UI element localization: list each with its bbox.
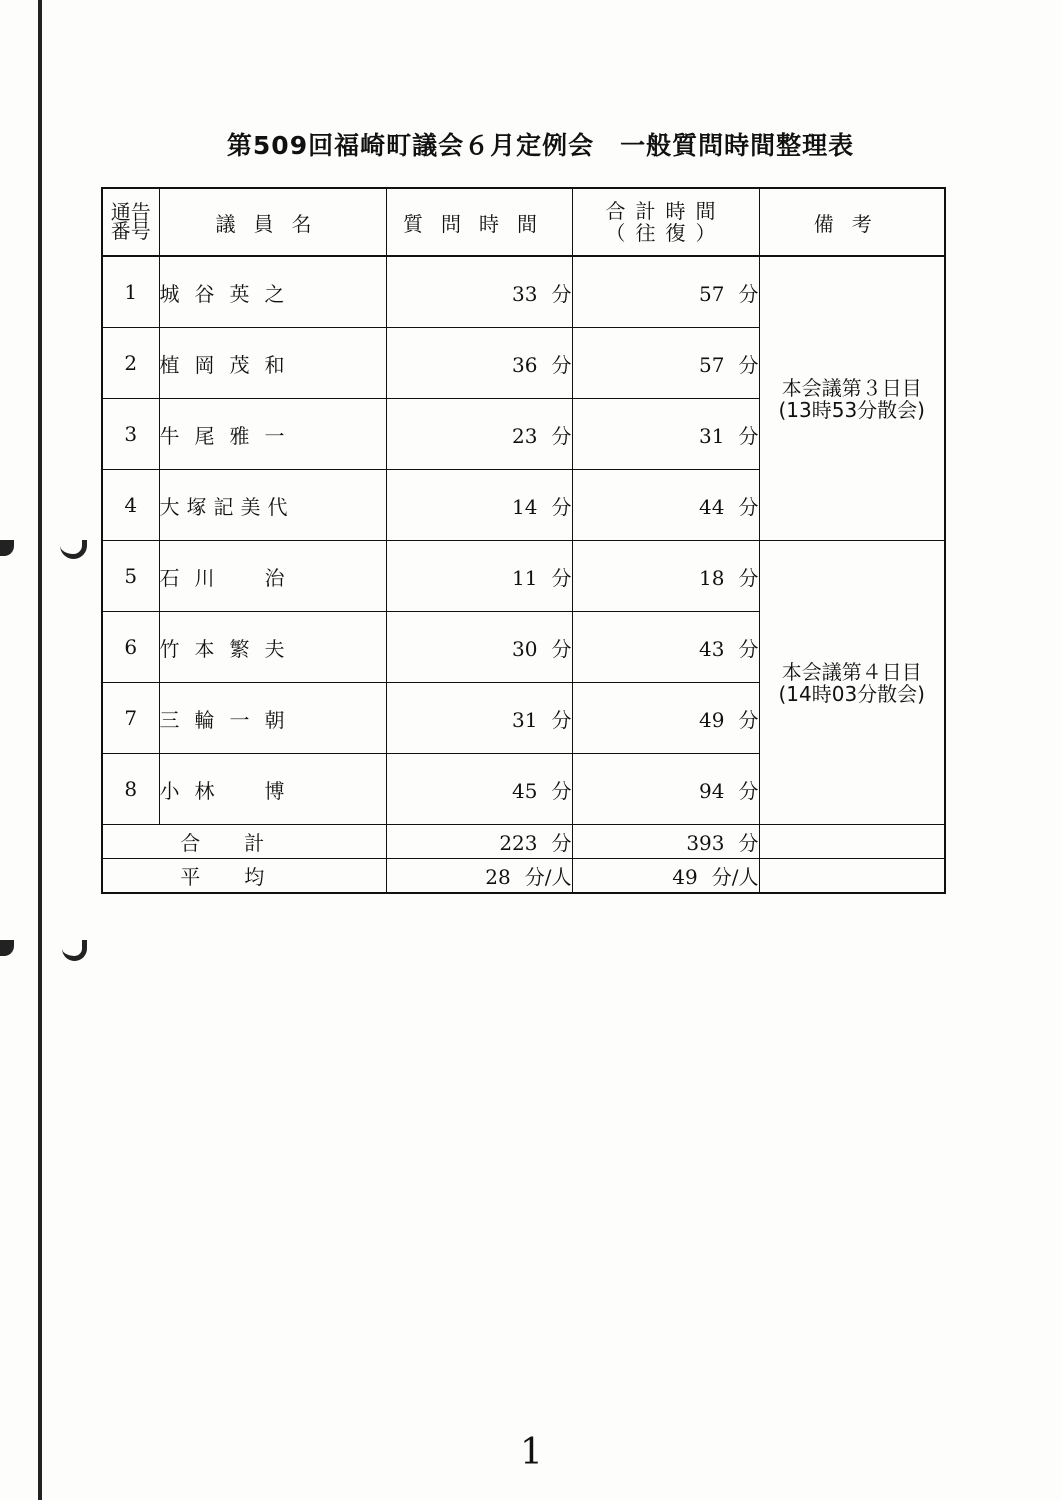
question-time-cell: [386, 541, 572, 612]
header-total-time: [572, 188, 759, 256]
unit-label: 分: [551, 352, 572, 377]
total-time-value: 57: [699, 352, 725, 377]
total-time-cell: [572, 754, 759, 825]
header-number-line2: 番号: [110, 219, 151, 243]
remarks-day3: [759, 256, 945, 541]
header-row: [102, 188, 945, 256]
question-time-cell: [386, 754, 572, 825]
total-time-cell: [572, 541, 759, 612]
average-row: [102, 859, 945, 894]
header-number-line1: 通告: [110, 200, 151, 224]
remarks-line2: (14時03分散会): [778, 681, 925, 706]
total-time-value: 44: [699, 494, 725, 519]
member-name: 石川 治: [159, 541, 386, 612]
page-number: 1: [520, 1432, 543, 1473]
unit-label: 分: [551, 831, 572, 855]
remarks-line1: 本会議第３日目: [781, 375, 922, 400]
remarks-day4: [759, 541, 945, 825]
row-number: 4: [102, 470, 159, 541]
table-row: [102, 256, 945, 328]
unit-label: 分: [738, 778, 759, 803]
row-number: 8: [102, 754, 159, 825]
unit-label: 分: [551, 281, 572, 306]
question-time-table: [101, 187, 946, 894]
page-title: 第509回福崎町議会６月定例会 一般質問時間整理表: [226, 131, 855, 160]
header-total-line1: 合計時間: [605, 199, 726, 223]
per-person-unit: 分/人: [524, 865, 572, 889]
member-name: 植岡茂和: [159, 328, 386, 399]
question-time-cell: [386, 683, 572, 754]
unit-label: 分: [738, 423, 759, 448]
total-time-cell: [572, 470, 759, 541]
avg-question-cell: [386, 859, 572, 894]
total-remarks-empty: [759, 825, 945, 859]
unit-label: 分: [738, 565, 759, 590]
question-time-cell: [386, 328, 572, 399]
header-remarks: 備考: [759, 188, 945, 256]
scan-artifact: [0, 540, 14, 556]
avg-question-value: 28: [485, 865, 511, 889]
question-time-value: 36: [512, 352, 538, 377]
member-name: 竹本繁夫: [159, 612, 386, 683]
unit-label: 分: [738, 281, 759, 306]
per-person-unit: 分/人: [711, 865, 759, 889]
binding-line: [38, 0, 42, 1500]
unit-label: 分: [738, 494, 759, 519]
member-name: 小林 博: [159, 754, 386, 825]
unit-label: 分: [551, 778, 572, 803]
header-number: [102, 188, 159, 256]
member-name: 三輪一朝: [159, 683, 386, 754]
question-time-value: 45: [512, 778, 538, 803]
question-time-cell: [386, 612, 572, 683]
question-time-value: 11: [512, 565, 538, 590]
total-total-value: 393: [686, 831, 725, 855]
unit-label: 分: [551, 494, 572, 519]
unit-label: 分: [551, 636, 572, 661]
question-time-value: 14: [512, 494, 538, 519]
question-time-cell: [386, 399, 572, 470]
table-row: [102, 541, 945, 612]
avg-total-cell: [572, 859, 759, 894]
question-time-cell: [386, 256, 572, 328]
unit-label: 分: [738, 707, 759, 732]
total-time-value: 57: [699, 281, 725, 306]
question-time-value: 33: [512, 281, 538, 306]
unit-label: 分: [551, 707, 572, 732]
total-time-value: 94: [699, 778, 725, 803]
question-time-value: 30: [512, 636, 538, 661]
scan-artifact: [62, 940, 87, 961]
avg-total-value: 49: [672, 865, 698, 889]
row-number: 1: [102, 256, 159, 328]
average-remarks-empty: [759, 859, 945, 894]
total-time-cell: [572, 256, 759, 328]
unit-label: 分: [551, 423, 572, 448]
total-time-value: 43: [699, 636, 725, 661]
total-time-cell: [572, 399, 759, 470]
row-number: 7: [102, 683, 159, 754]
header-name: 議員名: [159, 188, 386, 256]
unit-label: 分: [551, 565, 572, 590]
total-question-cell: [386, 825, 572, 859]
question-time-value: 31: [512, 707, 538, 732]
scan-artifact: [60, 540, 87, 559]
row-number: 5: [102, 541, 159, 612]
remarks-line1: 本会議第４日目: [781, 659, 922, 684]
member-name: 城谷英之: [159, 256, 386, 328]
unit-label: 分: [738, 636, 759, 661]
total-time-cell: [572, 612, 759, 683]
total-row: [102, 825, 945, 859]
row-number: 3: [102, 399, 159, 470]
total-question-value: 223: [499, 831, 538, 855]
header-total-line2: （往復）: [605, 221, 726, 245]
row-number: 6: [102, 612, 159, 683]
total-label: 合計: [102, 825, 386, 859]
total-time-value: 49: [699, 707, 725, 732]
total-time-cell: [572, 683, 759, 754]
member-name: 牛尾雅一: [159, 399, 386, 470]
remarks-line2: (13時53分散会): [778, 397, 925, 422]
header-question-time: 質問時間: [386, 188, 572, 256]
unit-label: 分: [738, 352, 759, 377]
unit-label: 分: [738, 831, 759, 855]
member-name: 大塚記美代: [159, 470, 386, 541]
total-time-value: 18: [699, 565, 725, 590]
average-label: 平均: [102, 859, 386, 894]
scan-artifact: [0, 940, 14, 956]
total-time-value: 31: [699, 423, 725, 448]
total-time-cell: [572, 328, 759, 399]
question-time-cell: [386, 470, 572, 541]
question-time-value: 23: [512, 423, 538, 448]
total-total-cell: [572, 825, 759, 859]
row-number: 2: [102, 328, 159, 399]
